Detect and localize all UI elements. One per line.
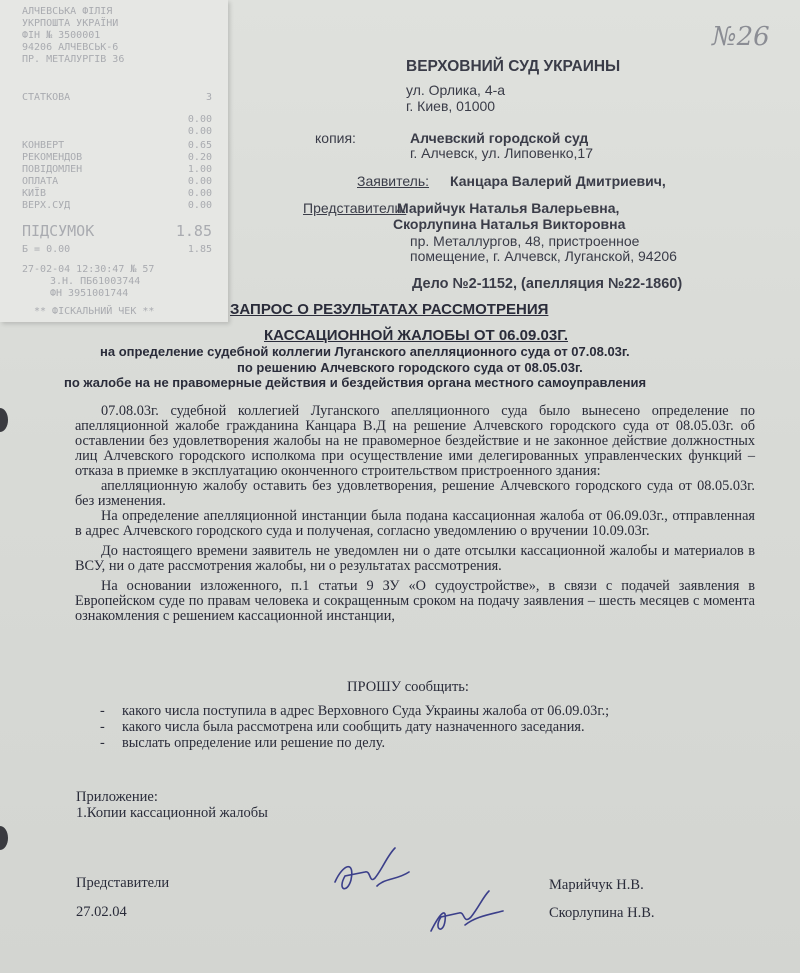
representatives-address: помещение, г. Алчевск, Луганской, 94206 xyxy=(410,248,677,264)
representative-name: Марийчук Наталья Валерьевна, xyxy=(397,200,620,216)
body-paragraph: До настоящего времени заявитель не уведомлен ни о дате отсылки кассационной жалобы и материалов в ВСУ, ни о дате рассмотрения жалобы, ни о результатах рассмотрения. xyxy=(75,543,755,574)
applicant-label: Заявитель: xyxy=(357,173,430,189)
list-item xyxy=(100,719,609,735)
body-paragraph: апелляционную жалобу оставить без удовлетворения, решение Алчевского городского суда от 08.05.03г. без изменения. xyxy=(75,478,755,509)
attachment-item: 1.Копии кассационной жалобы xyxy=(76,805,268,821)
binder-hole xyxy=(0,826,8,850)
list-item-text: какого числа была рассмотрена или сообщить дату назначенного заседания. xyxy=(122,719,585,735)
list-item xyxy=(100,735,609,751)
recipient-street: ул. Орлика, 4-а xyxy=(406,82,506,98)
applicant-name: Канцара Валерий Дмитриевич, xyxy=(450,173,666,189)
receipt-total-value: 1.85 xyxy=(175,222,212,240)
receipt-row-label: ВЕРХ.СУД xyxy=(22,200,71,211)
copy-label: копия: xyxy=(315,130,356,146)
list-item-text: какого числа поступила в адрес Верховного Суда Украины жалоба от 06.09.03г.; xyxy=(122,703,610,719)
receipt-row-value: 1.00 xyxy=(187,164,212,175)
bullet-marker: - xyxy=(100,703,105,719)
receipt-cash-value: 1.85 xyxy=(187,244,212,255)
attachment-label: Приложение: xyxy=(76,789,158,805)
fiscal-receipt xyxy=(0,0,228,322)
signatory-name: Скорлупина Н.В. xyxy=(549,905,655,921)
receipt-row-value: 0.00 xyxy=(187,200,212,211)
copy-recipient-name: Алчевский городской суд xyxy=(410,130,589,146)
receipt-header-line: АЛЧЕВСЬКА ФІЛІЯ xyxy=(22,6,113,17)
receipt-header-line: ФІН № 3500001 xyxy=(22,30,101,41)
bullet-marker: - xyxy=(100,719,105,735)
signatory-name: Марийчук Н.В. xyxy=(549,877,644,893)
receipt-footer: ** ФІСКАЛЬНИЙ ЧЕК ** xyxy=(34,306,155,317)
list-item xyxy=(100,703,609,719)
document-subtitle: КАССАЦИОННОЙ ЖАЛОБЫ ОТ 06.09.03Г. xyxy=(264,327,569,344)
document-body xyxy=(75,404,755,624)
receipt-row-value: 3 xyxy=(205,92,212,103)
signature-date: 27.02.04 xyxy=(76,904,127,920)
receipt-code: З.Н. ПБ61003744 xyxy=(50,276,141,287)
heading-line: на определение судебной коллегии Луганского апелляционного суда от 07.08.03г. xyxy=(100,344,630,359)
heading-line: по решению Алчевского городского суда от 08.05.03г. xyxy=(237,360,583,375)
copy-recipient-address: г. Алчевск, ул. Липовенко,17 xyxy=(410,145,593,161)
receipt-row-value: 0.00 xyxy=(187,126,212,137)
receipt-header-line: УКРПОШТА УКРАЇНИ xyxy=(22,18,119,29)
binder-hole xyxy=(0,408,8,432)
request-list xyxy=(100,703,609,751)
receipt-row-label: СТАТКОВА xyxy=(22,92,71,103)
receipt-header-line: ПР. МЕТАЛУРГІВ 36 xyxy=(22,54,125,65)
receipt-datetime: 27-02-04 12:30:47 № 57 xyxy=(22,264,155,275)
receipt-row-value: 0.20 xyxy=(187,152,212,163)
bullet-marker: - xyxy=(100,735,105,751)
recipient-city: г. Киев, 01000 xyxy=(406,98,496,114)
request-line: ПРОШУ сообщить: xyxy=(347,679,469,695)
receipt-row-label: ПОВІДОМЛЕН xyxy=(22,164,83,175)
receipt-total-label: ПІДСУМОК xyxy=(22,222,95,240)
receipt-header-line: 94206 АЛЧЕВСЬК-6 xyxy=(22,42,119,53)
receipt-row-value: 0.00 xyxy=(187,176,212,187)
receipt-row-label: РЕКОМЕНДОВ xyxy=(22,152,83,163)
signature-handwritten xyxy=(425,885,510,940)
signature-label: Представители xyxy=(76,875,170,891)
representatives-address: пр. Металлургов, 48, пристроенное xyxy=(410,233,640,249)
document-title: ЗАПРОС О РЕЗУЛЬТАТАХ РАССМОТРЕНИЯ xyxy=(230,301,549,318)
body-paragraph: На определение апелляционной инстанции была подана кассационная жалоба от 06.09.03г., отправленная в адрес Алчевского городского суда и полученая, согласно уведомлению о вручении 10.09.03г. xyxy=(75,508,755,539)
body-paragraph: На основании изложенного, п.1 статьи 9 ЗУ «О судоустройстве», в связи с подачей заявления в Европейском суде по правам человека и сокращенным сроком на подачу заявления – шесть месяцев с момента ознакомления с решением кассационной инстанции, xyxy=(75,578,755,624)
signature-handwritten xyxy=(325,842,420,902)
receipt-row-value: 0.65 xyxy=(187,140,212,151)
receipt-row-value: 0.00 xyxy=(187,114,212,125)
list-item-text: выслать определение или решение по делу. xyxy=(122,735,386,751)
body-paragraph: 07.08.03г. судебной коллегией Луганского апелляционного суда было вынесено определение по апелляционной жалобе гражданина Канцара В.Д на решение Алчевского городского суда от 08.05.03г. об оставлении без удовлетворения жалобы на не правомерное бездействие и не законное действие должностных лиц Алчевского городского исполкома при осуществление ими делегированных управленческих функций – отказа в приемке в эксплуатацию оконченного строительством пристроенного здания: xyxy=(75,403,755,479)
case-number: Дело №2-1152, (апелляция №22-1860) xyxy=(412,276,683,292)
receipt-code: ФН 3951001744 xyxy=(50,288,129,299)
receipt-cash-label: Б = 0.00 xyxy=(22,244,71,255)
recipient-name: ВЕРХОВНИЙ СУД УКРАИНЫ xyxy=(406,58,621,75)
representatives-label: Представители: xyxy=(303,200,407,216)
heading-line: по жалобе на не правомерные действия и бездействия органа местного самоуправления xyxy=(64,375,647,390)
corner-note: №26 xyxy=(712,22,770,52)
receipt-row-value: 0.00 xyxy=(187,188,212,199)
receipt-row-label: КОНВЕРТ xyxy=(22,140,65,151)
representative-name: Скорлупина Наталья Викторовна xyxy=(393,216,626,232)
receipt-row-label: КИЇВ xyxy=(22,188,47,199)
receipt-row-label: ОПЛАТА xyxy=(22,176,59,187)
